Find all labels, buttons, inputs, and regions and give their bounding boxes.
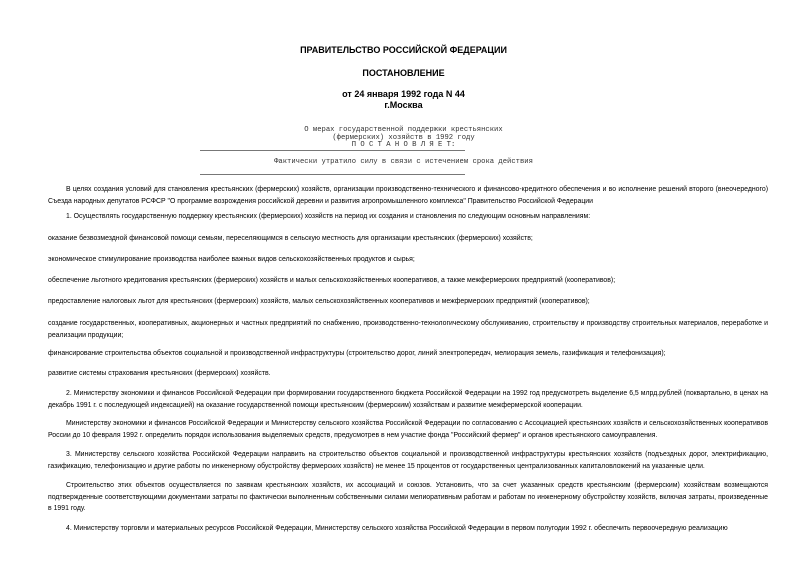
decree-word: П О С Т А Н О В Л Я Е Т: (351, 141, 456, 149)
paragraph-direction-1: оказание безвозмездной финансовой помощи семьям, переселяющимся в сельскую местность для организации крестьянских (фермерских) хозяйств; (48, 235, 533, 242)
divider-top (200, 150, 465, 151)
government-title: ПРАВИТЕЛЬСТВО РОССИЙСКОЙ ФЕДЕРАЦИИ (300, 45, 507, 55)
paragraph-item-3b: Строительство этих объектов осуществляется по заявкам крестьянских хозяйств, их ассоциаций и союзов. Установить, что за счет указанных средств крестьянским (фермерским) хозяйствам возмещаются подтвержденные соответствующими документами затраты по фактически выполненным собственными силами мелиоративным работам и работам по инженерному обустройству хозяйств, включая затраты, произведенные в 1991 году. (48, 482, 768, 512)
paragraph-item-3: 3. Министерству сельского хозяйства Российской Федерации направить на строительство объектов социальной и производственной инфраструктуры крестьянских хозяйств (подъездных дорог, электрификацию, газификацию, телефонизацию и другие работы по инженерному обустройству фермерских хозяйств) не менее 15 процентов от государственных централизованных капиталовложений на указанные цели. (48, 451, 768, 470)
paragraph-direction-7: развитие системы страхования крестьянских (фермерских) хозяйств. (48, 370, 271, 377)
status-note: Фактически утратило силу в связи с истечением срока действия (274, 158, 533, 166)
paragraph-item-2: 2. Министерству экономики и финансов Российской Федерации при формировании государственного бюджета Российской Федерации на 1992 год предусмотреть выделение 6,5 млрд.рублей (поквартально, в ценах на декабрь 1991 г. с последующей индексацией) на оказание государственной помощи крестьянским (фермерским) хозяйствам и развитие межфермерской кооперации. (48, 390, 768, 409)
subtitle-line-1: О мерах государственной поддержки крестьянских (304, 126, 503, 134)
paragraph-direction-2: экономическое стимулирование производства наиболее важных видов сельскохозяйственных продуктов и сырья; (48, 256, 415, 263)
document-type: ПОСТАНОВЛЕНИЕ (362, 68, 445, 78)
document-date-number: от 24 января 1992 года N 44 (342, 89, 465, 99)
paragraph-item-2b: Министерству экономики и финансов Российской Федерации и Министерству сельского хозяйства Российской Федерации по согласованию с Ассоциацией крестьянских хозяйств и сельскохозяйственных кооперативов России до 10 февраля 1992 г. определить порядок использования выделяемых средств, предусмотрев в нем участие фонда "Российский фермер" и органов крестьянского самоуправления. (48, 420, 768, 439)
paragraph-intro (48, 184, 768, 207)
paragraph-direction-6: финансирование строительства объектов социальной и производственной инфраструктуры (строительство дорог, линий электропередач, мелиорация земель, газификация и телефонизация); (48, 350, 666, 357)
paragraph-direction-5: создание государственных, кооперативных, акционерных и частных предприятий по снабжению, производственно-технологическому обслуживанию, строительству и производству строительных материалов, переработке и реализации продукции; (48, 320, 768, 339)
intro-text: В целях создания условий для становления крестьянских (фермерских) хозяйств, организации производственно-технического и финансово-кредитного обеспечения и во исполнение решений второго (внеочередного) Съезда народных депутатов РСФСР "О программе возрождения российской деревни и развития агропромышленного комплекса" Правительство Российской Федерации (48, 186, 768, 205)
paragraph-item-1: 1. Осуществлять государственную поддержку крестьянских (фермерских) хозяйств на период их создания и становления по следующим основным направлениям: (66, 213, 591, 220)
paragraph-direction-3: обеспечение льготного кредитования крестьянских (фермерских) хозяйств и малых сельскохозяйственных кооперативов, а также межфермерских предприятий (кооперативов); (48, 277, 616, 284)
paragraph-item-4: 4. Министерству торговли и материальных ресурсов Российской Федерации, Министерству сельского хозяйства Российской Федерации в первом полугодии 1992 г. обеспечить первоочередную реализацию (66, 525, 728, 532)
divider-bottom (200, 174, 465, 175)
subtitle-line-2: (фермерских) хозяйств в 1992 году (332, 134, 475, 142)
document-city: г.Москва (384, 100, 423, 110)
paragraph-direction-4: предоставление налоговых льгот для крестьянских (фермерских) хозяйств, малых сельскохозяйственных кооперативов и межфермерских предприятий (кооперативов); (48, 298, 590, 305)
